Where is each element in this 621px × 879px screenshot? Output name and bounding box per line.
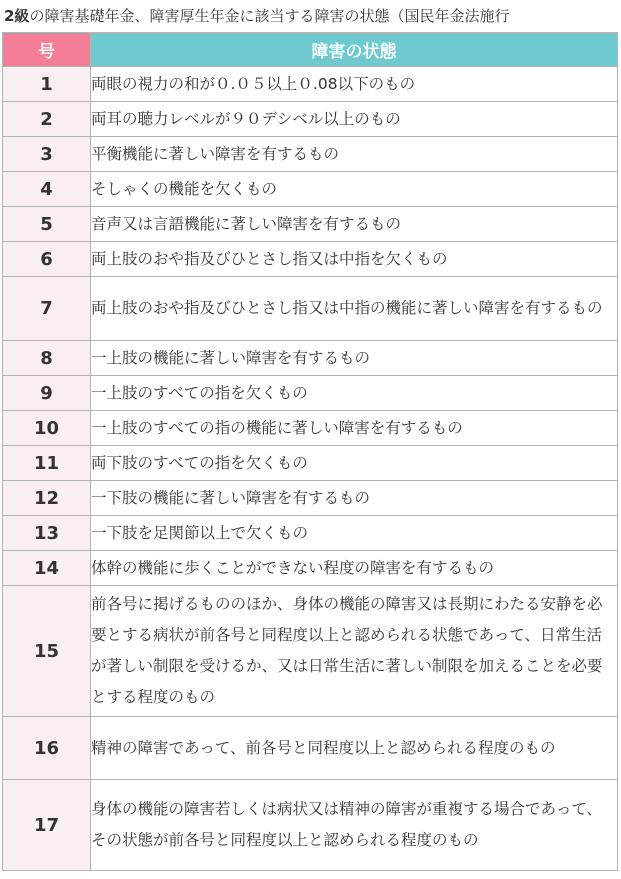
table-row [3, 172, 618, 207]
row-number: 6 [3, 242, 91, 277]
table-row [3, 446, 618, 481]
row-number: 2 [3, 102, 91, 137]
table-row [3, 780, 618, 871]
table-row [3, 411, 618, 446]
row-condition: 前各号に掲げるもののほか、身体の機能の障害又は長期にわたる安静を必要とする病状が前各号と同程度以上と認められる状態であって、日常生活が著しい制限を受けるか、又は日常生活に著しい制限を加えることを必要とする程度のもの [91, 586, 618, 717]
title-grade: 2級 [4, 7, 30, 25]
header-condition: 障害の状態 [91, 33, 618, 67]
row-condition: 両耳の聴力レベルが９０デシベル以上のもの [91, 102, 618, 137]
row-condition: 精神の障害であって、前各号と同程度以上と認められる程度のもの [91, 717, 618, 780]
table-row [3, 551, 618, 586]
row-condition: 一上肢の機能に著しい障害を有するもの [91, 341, 618, 376]
row-condition: 体幹の機能に歩くことができない程度の障害を有するもの [91, 551, 618, 586]
table-row [3, 717, 618, 780]
row-condition: 平衡機能に著しい障害を有するもの [91, 137, 618, 172]
row-condition: 一下肢を足関節以上で欠くもの [91, 516, 618, 551]
table-row [3, 481, 618, 516]
table-row [3, 137, 618, 172]
row-number: 5 [3, 207, 91, 242]
table-row [3, 207, 618, 242]
row-condition: 身体の機能の障害若しくは病状又は精神の障害が重複する場合であって、その状態が前各号と同程度以上と認められる程度のもの [91, 780, 618, 871]
row-condition: 両眼の視力の和が０.０５以上０.08以下のもの [91, 67, 618, 102]
row-condition: 一下肢の機能に著しい障害を有するもの [91, 481, 618, 516]
table-row [3, 102, 618, 137]
table-row [3, 242, 618, 277]
row-number: 3 [3, 137, 91, 172]
row-number: 7 [3, 277, 91, 341]
row-number: 9 [3, 376, 91, 411]
row-number: 4 [3, 172, 91, 207]
table-row [3, 277, 618, 341]
row-number: 1 [3, 67, 91, 102]
header-number: 号 [3, 33, 91, 67]
row-condition: 両下肢のすべての指を欠くもの [91, 446, 618, 481]
row-number: 10 [3, 411, 91, 446]
table-row [3, 67, 618, 102]
table-row [3, 516, 618, 551]
row-number: 17 [3, 780, 91, 871]
table-row [3, 341, 618, 376]
row-condition: そしゃくの機能を欠くもの [91, 172, 618, 207]
row-condition: 両上肢のおや指及びひとさし指又は中指を欠くもの [91, 242, 618, 277]
row-number: 12 [3, 481, 91, 516]
row-number: 13 [3, 516, 91, 551]
row-number: 16 [3, 717, 91, 780]
table-row [3, 376, 618, 411]
row-condition: 両上肢のおや指及びひとさし指又は中指の機能に著しい障害を有するもの [91, 277, 618, 341]
table-body [3, 67, 618, 871]
row-condition: 一上肢のすべての指を欠くもの [91, 376, 618, 411]
row-condition: 音声又は言語機能に著しい障害を有するもの [91, 207, 618, 242]
title-text: の障害基礎年金、障害厚生年金に該当する障害の状態（国民年金法施行 [29, 7, 510, 25]
row-number: 11 [3, 446, 91, 481]
table-row [3, 586, 618, 717]
table-header-row [3, 33, 618, 67]
row-number: 15 [3, 586, 91, 717]
row-condition: 一上肢のすべての指の機能に著しい障害を有するもの [91, 411, 618, 446]
disability-table [2, 32, 618, 871]
row-number: 8 [3, 341, 91, 376]
row-number: 14 [3, 551, 91, 586]
page-title [4, 4, 621, 28]
